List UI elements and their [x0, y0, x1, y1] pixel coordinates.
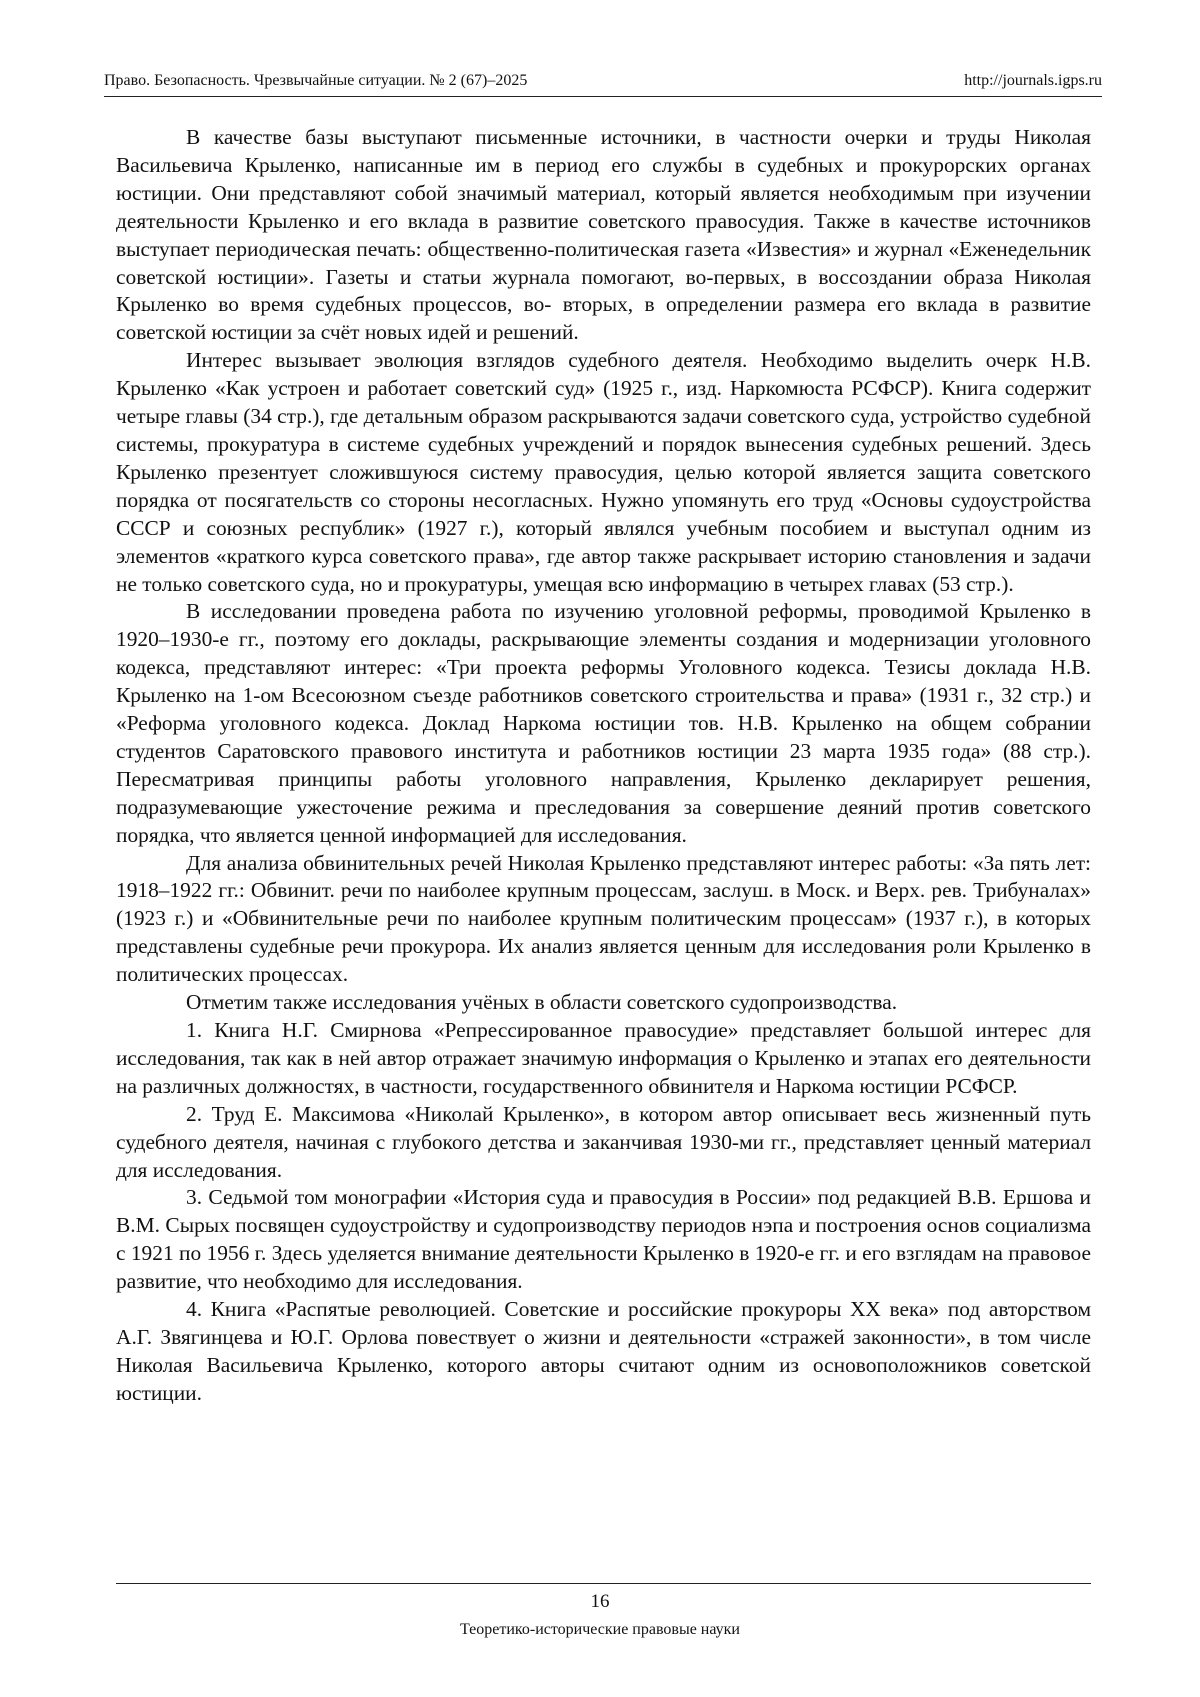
list-item-maksimov: 2. Труд Е. Максимова «Николай Крыленко», в котором автор описывает весь жизненный путь судебного деятеля, начиная с глубокого детства и заканчивая 1930-ми гг., представляет ценный материал для исследования. [116, 1101, 1091, 1182]
page-number: 16 [590, 1591, 610, 1612]
article-body [116, 124, 1091, 1408]
running-header [104, 72, 1102, 97]
paragraph-scholarly-studies: Отметим также исследования учёных в области советского судопроизводства. [186, 990, 898, 1015]
list-item-history-of-court: 3. Седьмой том монографии «История суда и правосудия в России» под редакцией В.В. Ершова и В.М. Сырых посвящен судоустройству и судопроизводству периодов нэпа и построения основ социализма с 1921 по 1956 г. Здесь уделяется внимание деятельности Крыленко в 1920-е гг. и его взглядам на правовое развитие, что необходимо для исследования. [116, 1185, 1091, 1294]
paragraph-views-evolution: Интерес вызывает эволюция взглядов судебного деятеля. Необходимо выделить очерк Н.В. Крыленко «Как устроен и работает советский суд» (1925 г., изд. Наркомюста РСФСР). Книга содержит четыре главы (34 стр.), где детальным образом раскрываются задачи советского суда, устройство судебной системы, прокуратура в системе судебных учреждений и порядок вынесения судебных решений. Здесь Крыленко презентует сложившуюся систему правосудия, целью которой является защита советского порядка от посягательств со стороны несогласных. Нужно упомянуть его труд «Основы судоустройства СССР и союзных республик» (1927 г.), который являлся учебным пособием и выступал одним из элементов «краткого курса советского права», где автор также раскрывает историю становления и задачи не только советского суда, но и прокуратуры, умещая всю информацию в четырех главах (53 стр.). [116, 348, 1091, 596]
journal-url[interactable]: http://journals.igps.ru [964, 72, 1102, 89]
list-item-crucified-by-revolution: 4. Книга «Распятые революцией. Советские и российские прокуроры XX века» под авторством А.Г. Звягинцева и Ю.Г. Орлова повествует о жизни и деятельности «стражей законности», в том числе Николая Васильевича Крыленко, которого авторы считают одним из основоположников советской юстиции. [116, 1297, 1091, 1405]
footer-divider [116, 1583, 1091, 1584]
section-name: Теоретико-исторические правовые науки [459, 1621, 740, 1638]
paragraph-sources: В качестве базы выступают письменные источники, в частности очерки и труды Николая Васильевича Крыленко, написанные им в период его службы в судебных и прокурорских органах юстиции. Они представляют собой значимый материал, который является необходимым при изучении деятельности Крыленко и его вклада в развитие советского правосудия. Также в качестве источников выступает периодическая печать: общественно-политическая газета «Известия» и журнал «Еженедельник советской юстиции». Газеты и статьи журнала помогают, во-первых, в воссоздании образа Николая Крыленко во время судебных процессов, во- вторых, в определении размера его вклада в развитие советской юстиции за счёт новых идей и решений. [116, 125, 1091, 345]
paragraph-prosecution-speeches: Для анализа обвинительных речей Николая Крыленко представляют интерес работы: «За пять лет: 1918–1922 гг.: Обвинит. речи по наиболее крупным процессам, заслуш. в Моск. и Верх. рев. Трибуналах» (1923 г.) и «Обвинительные речи по наиболее крупным политическим процессам» (1937 г.), в которых представлены судебные речи прокурора. Их анализ является ценным для исследования роли Крыленко в политических процессах. [116, 850, 1091, 987]
list-item-smirnov: 1. Книга Н.Г. Смирнова «Репрессированное правосудие» представляет большой интерес для исследования, так как в ней автор отражает значимую информация о Крыленко и этапах его деятельности на различных должностях, в частности, государственного обвинителя и Наркома юстиции РСФСР. [116, 1018, 1091, 1098]
journal-title: Право. Безопасность. Чрезвычайные ситуации. № 2 (67)–2025 [104, 72, 528, 89]
paragraph-criminal-reform: В исследовании проведена работа по изучению уголовной реформы, проводимой Крыленко в 1920–1930-е гг., поэтому его доклады, раскрывающие элементы создания и модернизации уголовного кодекса, представляют интерес: «Три проекта реформы Уголовного кодекса. Тезисы доклада Н.В. Крыленко на 1-ом Всесоюзном съезде работников советского строительства и права» (1931 г., 32 стр.) и «Реформа уголовного кодекса. Доклад Наркома юстиции тов. Н.В. Крыленко на общем собрании студентов Саратовского правового института и работников юстиции 23 марта 1935 года» (88 стр.). Пересматривая принципы работы уголовного направления, Крыленко декларирует решения, подразумевающие ужесточение режима и преследования за совершение деяний против советского порядка, что является ценной информацией для исследования. [116, 599, 1091, 847]
